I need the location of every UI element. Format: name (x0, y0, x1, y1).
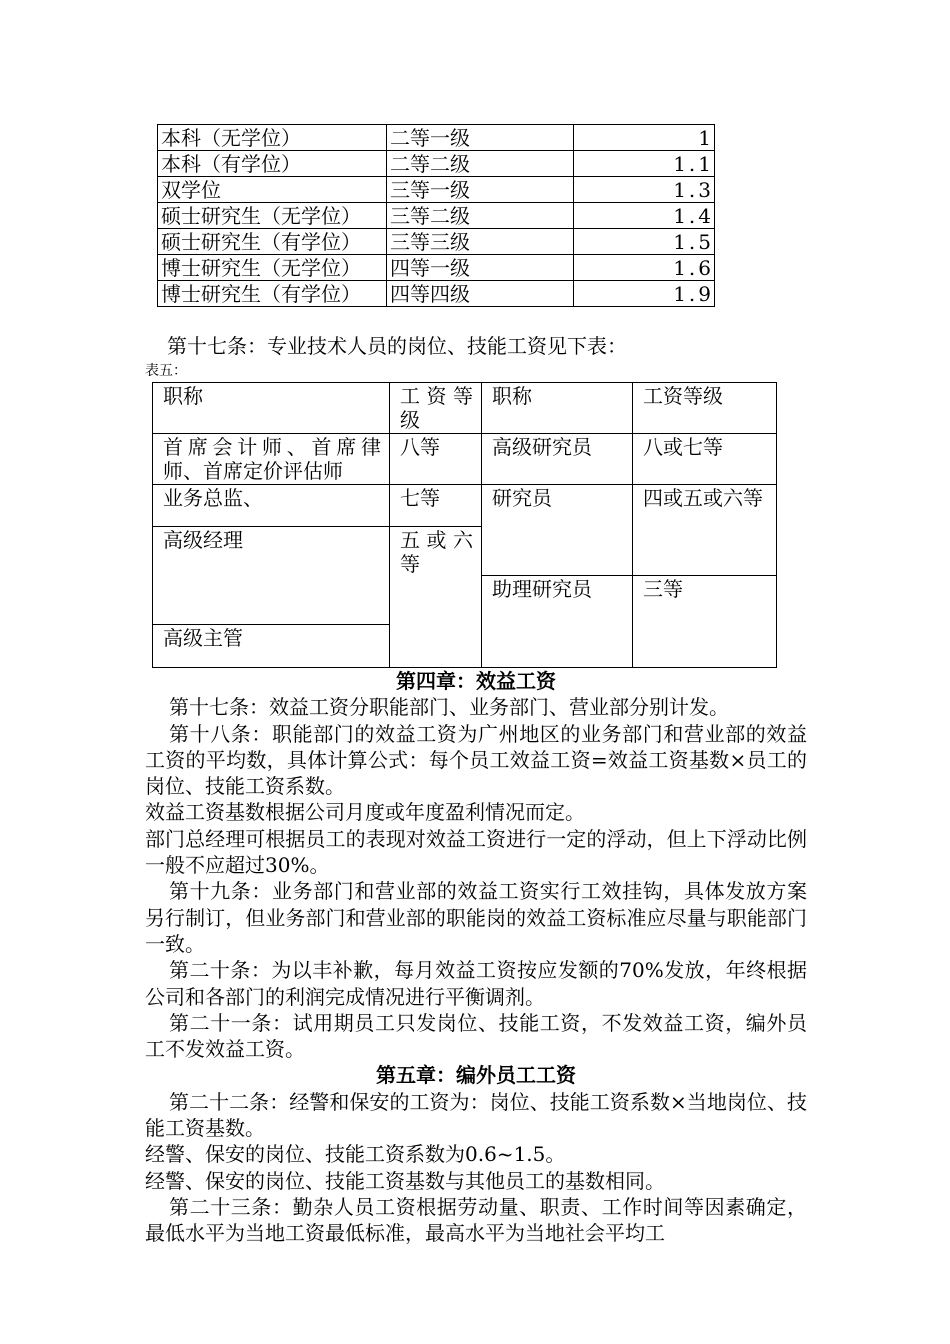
header-grade-left-text: 工资等级 (400, 384, 473, 432)
chapter-4-para-6: 第二十条：为以丰补歉，每月效益工资按应发额的70%发放，年终根据公司和各部门的利润完成情况进行平衡调剂。 (145, 958, 807, 1009)
document-body-text (145, 668, 807, 1247)
chapter-4-para-7: 第二十一条：试用期员工只发岗位、技能工资，不发效益工资，编外员工不发效益工资。 (145, 1010, 807, 1062)
table-5-caption: 表五： (145, 363, 187, 379)
title-assistant-researcher: 助理研究员 (482, 576, 633, 668)
chapter-4-para-5: 第十九条：业务部门和营业部的效益工资实行工效挂钩，具体发放方案另行制订，但业务部门和营业部的职能岗的效益工资标准应尽量与职能部门一致。 (145, 879, 807, 956)
coefficient-cell: 1.6 (574, 255, 715, 281)
header-title-right: 职称 (482, 383, 633, 434)
grade-senior-researcher: 八或七等 (633, 434, 777, 485)
grade-researcher: 四或五或六等 (633, 485, 777, 576)
education-grade-table-body (158, 125, 715, 307)
grade-cell: 二等二级 (387, 151, 574, 177)
grade-assistant-researcher: 三等 (633, 576, 777, 668)
header-title-left: 职称 (153, 383, 390, 434)
title-senior-manager: 高级经理 (153, 527, 390, 625)
table-row (158, 151, 715, 177)
coefficient-cell: 1.1 (574, 151, 715, 177)
chapter-4-para-2: 第十八条：职能部门的效益工资为广州地区的业务部门和营业部的效益工资的平均数，具体计算公式：每个员工效益工资=效益工资基数×员工的岗位、技能工资系数。 (145, 721, 807, 799)
title-business-director: 业务总监、 (153, 485, 390, 527)
chapter-5-para-4: 第二十三条：勤杂人员工资根据劳动量、职责、工作时间等因素确定，最低水平为当地工资最低标准，最高水平为当地社会平均工 (145, 1194, 807, 1246)
education-cell: 博士研究生（有学位） (158, 281, 387, 307)
grade-cell: 二等一级 (387, 125, 574, 151)
coefficient-cell: 1.5 (574, 229, 715, 255)
chapter-5-para-3: 经警、保安的岗位、技能工资基数与其他员工的基数相同。 (145, 1168, 665, 1193)
grade-chief-accountant: 八等 (390, 434, 482, 485)
education-cell: 硕士研究生（无学位） (158, 203, 387, 229)
table-row (158, 125, 715, 151)
chapter-5-para-1: 第二十二条：经警和保安的工资为：岗位、技能工资系数×当地岗位、技能工资基数。 (145, 1089, 807, 1141)
education-cell: 本科（无学位） (158, 125, 387, 151)
title-chief-accountant: 首席会计师、首席律师、首席定价评估师 (153, 434, 390, 485)
title-senior-supervisor: 高级主管 (153, 625, 390, 668)
chapter-4-heading: 第四章：效益工资 (396, 669, 556, 693)
table-row (158, 203, 715, 229)
coefficient-cell: 1.9 (574, 281, 715, 307)
title-researcher: 研究员 (482, 485, 633, 576)
grade-business-director: 七等 (390, 485, 482, 527)
grade-cell: 四等一级 (387, 255, 574, 281)
education-grade-table (157, 124, 715, 307)
chapter-5-heading: 第五章：编外员工工资 (376, 1063, 576, 1088)
education-cell: 硕士研究生（有学位） (158, 229, 387, 255)
grade-cell: 三等一级 (387, 177, 574, 203)
grade-cell: 四等四级 (387, 281, 574, 307)
grade-cell: 三等二级 (387, 203, 574, 229)
table-row (158, 281, 715, 307)
article-17-technical-intro: 第十七条：专业技术人员的岗位、技能工资见下表： (167, 334, 627, 358)
coefficient-cell: 1.3 (574, 177, 715, 203)
technical-title-grade-table (152, 382, 777, 668)
chapter-4-para-3: 效益工资基数根据公司月度或年度盈利情况而定。 (145, 800, 585, 825)
education-cell: 博士研究生（无学位） (158, 255, 387, 281)
education-cell: 本科（有学位） (158, 151, 387, 177)
coefficient-cell: 1 (574, 125, 715, 151)
title-senior-researcher: 高级研究员 (482, 434, 633, 485)
header-grade-left (390, 383, 482, 434)
grade-cell: 三等三级 (387, 229, 574, 255)
table-row (158, 255, 715, 281)
chapter-4-para-4: 部门总经理可根据员工的表现对效益工资进行一定的浮动，但上下浮动比例一般不应超过30%。 (145, 826, 807, 878)
coefficient-cell: 1.4 (574, 203, 715, 229)
header-grade-right: 工资等级 (633, 383, 777, 434)
chapter-4-para-1: 第十七条：效益工资分职能部门、业务部门、营业部分别计发。 (169, 695, 729, 720)
chapter-5-para-2: 经警、保安的岗位、技能工资系数为0.6~1.5。 (145, 1142, 566, 1167)
table-row (158, 177, 715, 203)
grade-senior-manager: 五或六等 (390, 527, 482, 668)
table-row (158, 229, 715, 255)
education-cell: 双学位 (158, 177, 387, 203)
